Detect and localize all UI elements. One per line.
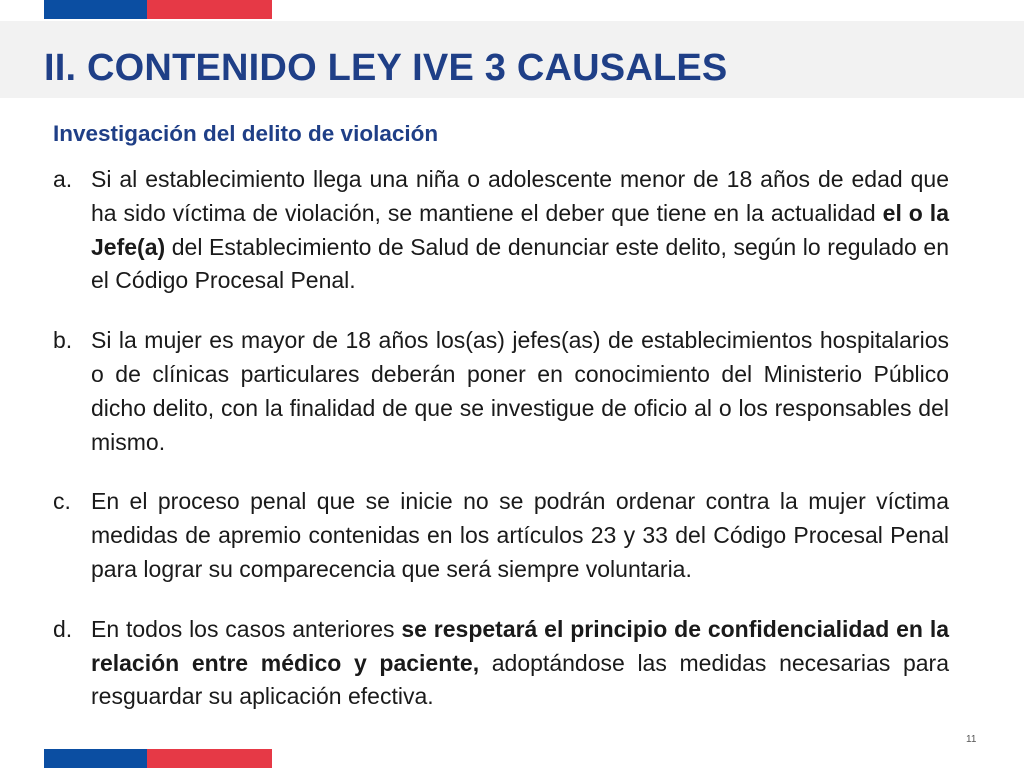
- item-text: [91, 324, 949, 459]
- text-run: Si la mujer es mayor de 18 años los(as) jefes(as) de establecimientos hospitalarios o de clínicas particulares deberán poner en conocimiento del Ministerio Público dicho delito, con la finalidad de que se investigue de oficio al o los responsables del mismo.: [91, 327, 949, 455]
- item-marker: a.: [53, 166, 73, 192]
- text-run: Si al establecimiento llega una niña o adolescente menor de 18 años de edad que ha sido víctima de violación, se mantiene el deber que tiene en la actualidad: [91, 166, 949, 226]
- flag-blue-segment: [44, 749, 147, 768]
- flag-red-segment: [147, 749, 272, 768]
- list-item-d: [53, 613, 949, 714]
- item-marker: b.: [53, 327, 73, 354]
- section-subtitle: Investigación del delito de violación: [53, 121, 439, 146]
- slide-title: II. CONTENIDO LEY IVE 3 CAUSALES: [44, 47, 728, 89]
- page-number: 11: [966, 734, 977, 745]
- item-text: [91, 163, 949, 298]
- item-text: [91, 613, 949, 714]
- flag-bar-top: [44, 0, 272, 19]
- content-list: [53, 163, 949, 740]
- text-run: del Establecimiento de Salud de denunciar este delito, según lo regulado en el Código Procesal Penal.: [91, 233, 949, 294]
- list-item-b: [53, 324, 949, 459]
- item-marker: d.: [53, 615, 73, 642]
- flag-bar-bottom: [44, 749, 272, 768]
- text-run: En el proceso penal que se inicie no se podrán ordenar contra la mujer víctima medidas de apremio contenidas en los artículos 23 y 33 del Código Procesal Penal para lograr su comparecencia que será siempre voluntaria.: [91, 488, 949, 582]
- list-item-c: [53, 485, 949, 586]
- bold-text-run: se respetará el principio de confidencialidad en la relación entre médico y paciente,: [91, 615, 950, 676]
- list-item-a: [53, 163, 949, 298]
- item-marker: c.: [53, 488, 71, 515]
- flag-blue-segment: [44, 0, 147, 19]
- flag-red-segment: [147, 0, 272, 19]
- item-text: [91, 485, 949, 586]
- bold-text-run: el o la Jefe(a): [91, 199, 949, 260]
- text-run: En todos los casos anteriores: [91, 615, 402, 642]
- text-run: adoptándose las medidas necesarias para resguardar su aplicación efectiva.: [91, 649, 950, 710]
